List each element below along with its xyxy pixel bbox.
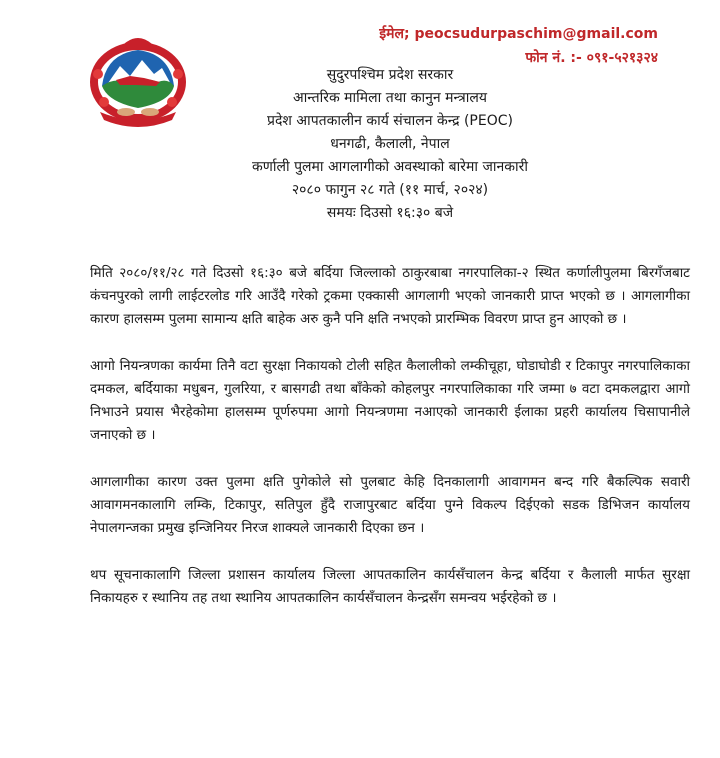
phone-number: फोन नं. :- ०९१-५२१३२४ — [525, 50, 658, 66]
email-link[interactable]: peocsudurpaschim@gmail.com — [414, 26, 658, 42]
document-date: २०८० फागुन २८ गते (११ मार्च, २०२४) — [291, 182, 489, 198]
paragraph-coordination: थप सूचनाकालागि जिल्ला प्रशासन कार्यालय जिल्ला आपतकालिन कार्यसँचालन केन्द्र बर्दिया र कैलाली मार्फत सुरक्षा निकायहरु र स्थानिय तह तथा स्थानिय आपतकालिन कार्यसँचालन केन्द्रसँग समन्वय भईरहेको छ । — [90, 567, 690, 606]
government-name: सुदुरपश्चिम प्रदेश सरकार — [326, 67, 454, 83]
document-subject: कर्णाली पुलमा आगलागीको अवस्थाको बारेमा जानकारी — [252, 159, 528, 175]
office-address: धनगढी, कैलाली, नेपाल — [330, 136, 450, 152]
ministry-name: आन्तरिक मामिला तथा कानुन मन्त्रालय — [293, 90, 487, 106]
email-line — [379, 22, 658, 46]
email-label: ईमेल; — [379, 26, 410, 42]
letter-body — [90, 262, 690, 610]
paragraph-incident: मिति २०८०/११/२८ गते दिउसो १६:३० बजे बर्दिया जिल्लाको ठाकुरबाबा नगरपालिका-२ स्थित कर्णालीपुलमा बिरगँजबाट कंचनपुरको लागी लाईटरलोड गरि आउँदै गरेको ट्रकमा एक्कासी आगलागी भएको जानकारी प्राप्त भएको छ । आगलागीका कारण हालसम्म पुलमा सामान्य क्षति बाहेक अरु कुनै पनि क्षति नभएको प्रारम्भिक विवरण प्राप्त हुन आएको छ । — [90, 265, 690, 327]
paragraph-detour: आगलागीका कारण उक्त पुलमा क्षति पुगेकोले सो पुलबाट केहि दिनकालागी आवागमन बन्द गरि बैकल्पिक सवारी आवागमनकालागि लम्कि, टिकापुर, सतिपुल हुँदै राजापुरबाट बर्दिया पुग्ने विकल्प दिईएको सडक डिभिजन कार्यालय नेपालगन्जका प्रमुख इन्जिनियर निरज शाक्यले जानकारी दिएका छन । — [90, 474, 690, 536]
paragraph-firefighting: आगो नियन्त्रणका कार्यमा तिनै वटा सुरक्षा निकायको टोली सहित कैलालीको लम्कीचूहा, घोडाघोडी र टिकापुर नगरपालिकाका दमकल, बर्दियाका मधुबन, गुलरिया, र बासगढी तथा बाँकेको कोहलपुर नगरपालिकाका गरि जम्मा ७ वटा दमकलद्वारा आगो निभाउने प्रयास भैरहेकोमा हालसम्म पूर्णरुपमा आगो नियन्त्रणमा नआएको जानकारी ईलाका प्रहरी कार्यालय चिसापानीले जनाएको छ । — [90, 358, 690, 443]
contact-block — [379, 22, 658, 70]
document-time: समयः दिउसो १६:३० बजे — [326, 205, 454, 221]
letter-header — [160, 64, 620, 225]
office-name: प्रदेश आपतकालीन कार्य संचालन केन्द्र (PEOC) — [267, 113, 513, 129]
